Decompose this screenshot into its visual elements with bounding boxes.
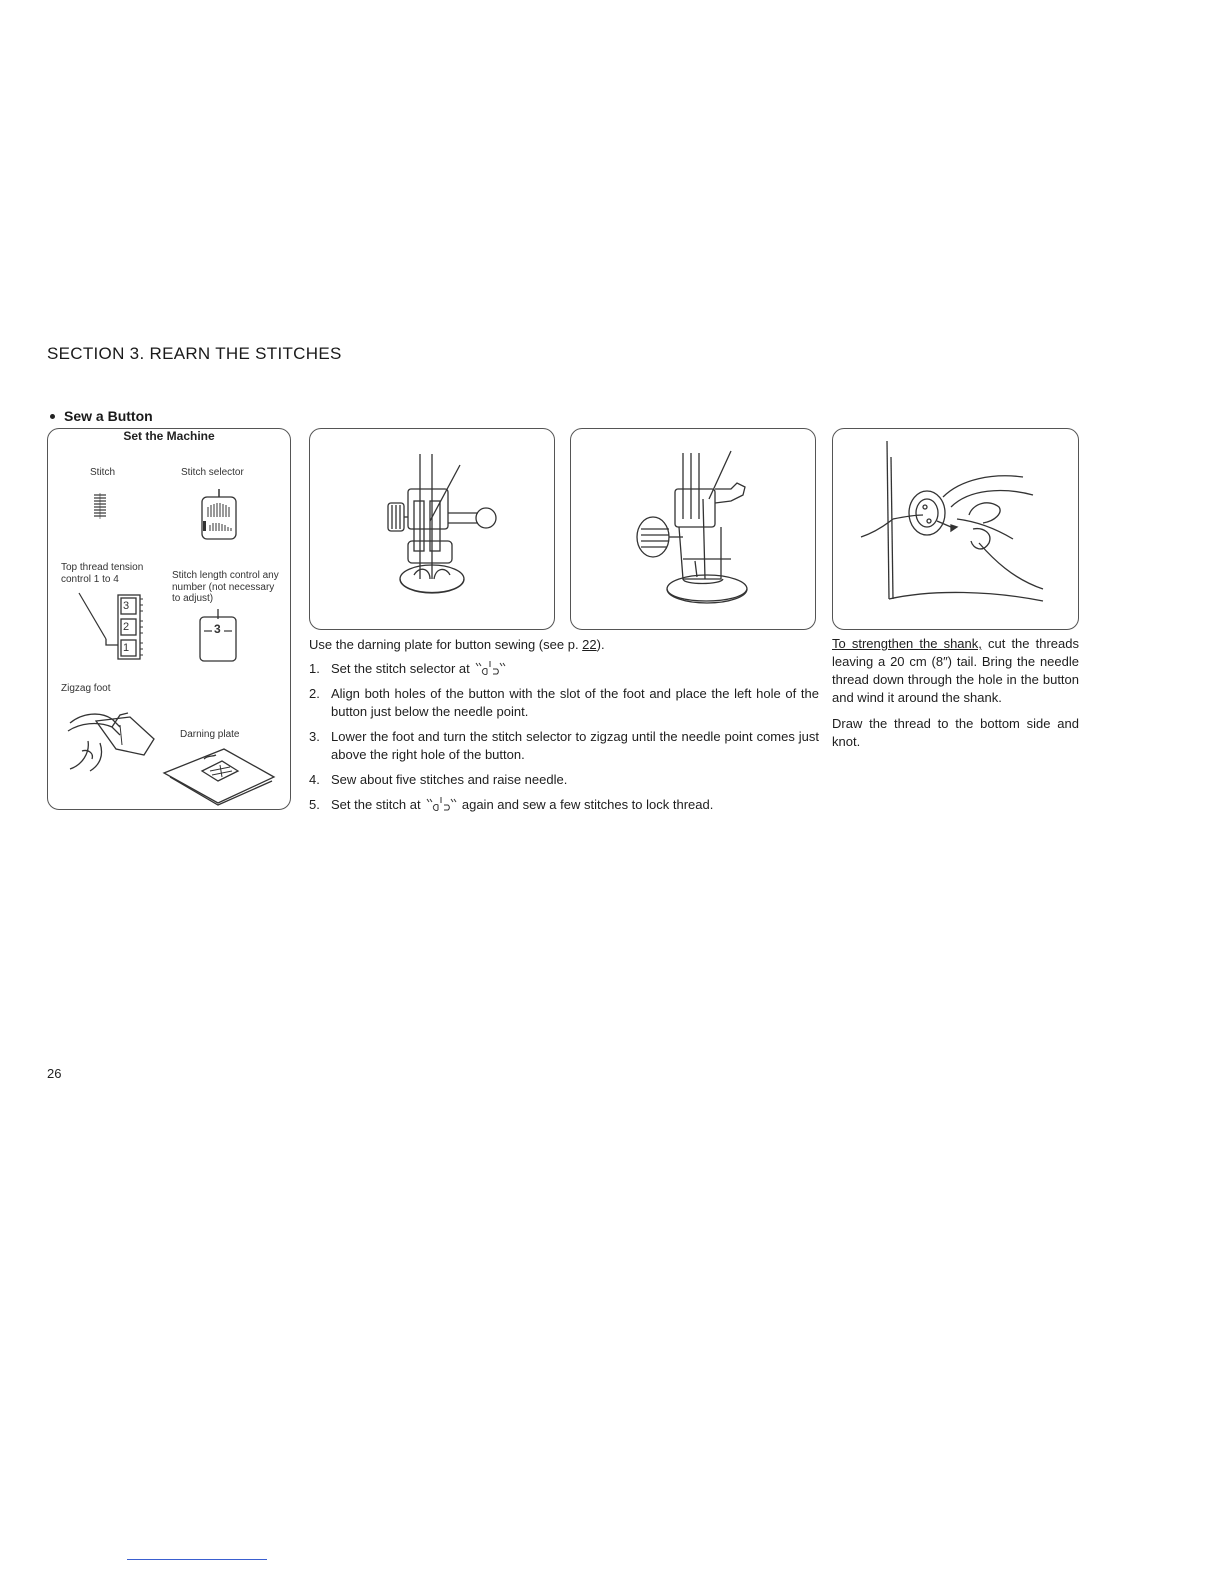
- presser-foot-illustration-icon: [571, 429, 815, 629]
- figure-needle-over-button: [309, 428, 555, 630]
- page-reference-link[interactable]: 22: [582, 637, 597, 652]
- step-text: Set the stitch selector at: [331, 661, 470, 676]
- tension-dial-icon: [61, 587, 151, 663]
- button-shank-illustration-icon: [833, 429, 1078, 629]
- step-text: Sew about five stitches and raise needle.: [331, 772, 568, 787]
- section-heading: SECTION 3. REARN THE STITCHES: [47, 344, 342, 363]
- zigzag-foot-label: Zigzag foot: [61, 683, 111, 694]
- knot-paragraph: Draw the thread to the bottom side and knot.: [832, 716, 1079, 749]
- stitch-length-dial-icon: [198, 609, 238, 665]
- step-4: [309, 771, 819, 789]
- buttonhole-stitch-symbol-icon: [424, 796, 458, 812]
- page-number: 26: [47, 1066, 62, 1081]
- shank-instructions: [832, 635, 1079, 759]
- step-1: [309, 660, 819, 678]
- step-number: 4.: [309, 772, 320, 787]
- tension-value-3: 3: [123, 600, 130, 612]
- figure-foot-with-dial: [570, 428, 816, 630]
- step-text-end: again and sew a few stitches to lock thread.: [461, 797, 714, 812]
- step-number: 5.: [309, 797, 320, 812]
- stitch-length-label: Stitch length control any number (not necessary to adjust): [172, 570, 279, 604]
- darning-plate-icon: [160, 743, 280, 807]
- stitch-pattern-icon: [93, 493, 107, 519]
- bullet-icon: [50, 414, 55, 419]
- intro-text-start: Use the darning plate for button sewing (see p.: [309, 637, 583, 652]
- step-text: Set the stitch at: [331, 797, 421, 812]
- step-3: [309, 728, 819, 764]
- tension-value-2: 2: [123, 621, 130, 633]
- figure-winding-shank: [832, 428, 1079, 630]
- intro-text-end: ).: [596, 637, 605, 652]
- stitch-selector-label: Stitch selector: [181, 467, 244, 478]
- stitch-label: Stitch: [90, 467, 116, 478]
- step-2: [309, 685, 819, 721]
- tension-label: Top thread tension control 1 to 4: [61, 562, 144, 585]
- footer-rule: [127, 1559, 267, 1560]
- subheading: [50, 408, 153, 424]
- subheading-text: Sew a Button: [64, 408, 153, 424]
- shank-heading: To strengthen the shank,: [832, 636, 982, 651]
- zigzag-foot-icon: [60, 705, 156, 775]
- step-number: 2.: [309, 686, 320, 701]
- steps-list: [309, 660, 819, 821]
- step-number: 1.: [309, 661, 320, 676]
- intro-text: [309, 636, 829, 654]
- step-number: 3.: [309, 729, 320, 744]
- machine-settings-panel: [47, 428, 291, 810]
- shank-text: cut the threads leaving a 20 cm (8″) tail. Bring the needle thread down through the hole in the button and wind it around the shank.: [832, 636, 1079, 705]
- tension-value-1: 1: [123, 642, 130, 654]
- sewing-foot-illustration-icon: [310, 429, 554, 629]
- settings-title: Set the Machine: [123, 429, 215, 443]
- shank-paragraph: [832, 635, 1079, 707]
- buttonhole-stitch-symbol-icon: [473, 660, 507, 676]
- darning-plate-label: Darning plate: [180, 729, 240, 740]
- stitch-length-value: 3: [214, 622, 221, 636]
- step-text: Lower the foot and turn the stitch selector to zigzag until the needle point comes just above the right hole of the button.: [331, 729, 819, 762]
- stitch-selector-dial-icon: [200, 487, 238, 543]
- step-text: Align both holes of the button with the slot of the foot and place the left hole of the button just below the needle point.: [331, 686, 819, 719]
- step-5: [309, 796, 819, 814]
